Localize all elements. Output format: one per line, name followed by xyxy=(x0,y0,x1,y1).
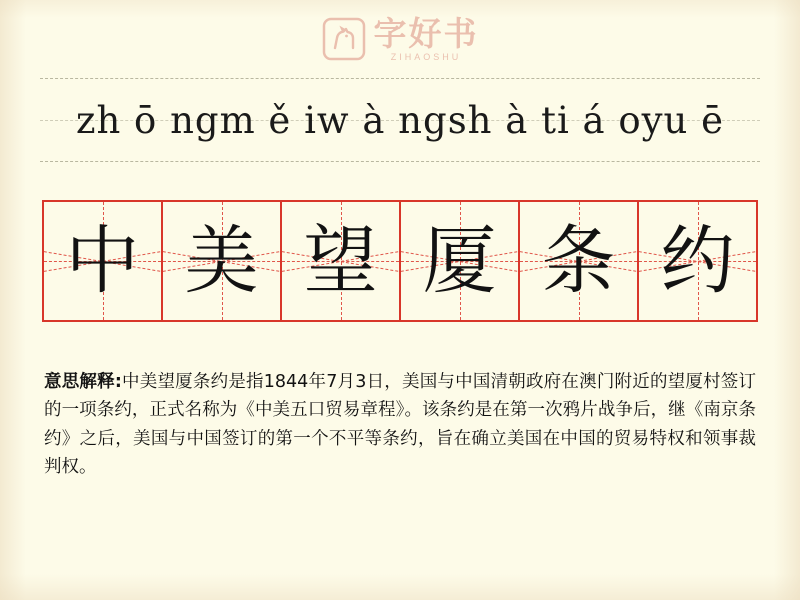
grid-cell xyxy=(282,202,401,320)
grid-cell xyxy=(401,202,520,320)
site-logo xyxy=(0,8,800,70)
explanation-body: 中美望厦条约是指1844年7月3日，美国与中国清朝政府在澳门附近的望厦村签订的一项条约，正式名称为《中美五口贸易章程》。该条约是在第一次鸦片战争后，继《南京条约》之后，美国与中国签订的第一个不平等条约，旨在确立美国在中国的贸易特权和领事裁判权。 xyxy=(44,372,756,478)
character-glyph: 厦 xyxy=(422,218,497,304)
logo-subtitle: ZIHAOSHU xyxy=(390,51,462,62)
logo-title: 字好书 xyxy=(373,13,479,53)
grid-cell xyxy=(163,202,282,320)
horse-seal-icon xyxy=(322,17,366,61)
character-glyph: 约 xyxy=(660,218,735,304)
grid-cell xyxy=(639,202,756,320)
explanation-label: 意思解释: xyxy=(44,372,122,392)
character-glyph: 中 xyxy=(65,218,140,304)
character-glyph: 条 xyxy=(541,218,616,304)
pinyin-text: zh ō ngm ě iw à ngsh à ti á oyu ē xyxy=(75,98,725,142)
character-glyph: 望 xyxy=(303,218,378,304)
explanation-block xyxy=(44,368,756,481)
character-grid xyxy=(42,200,758,322)
grid-cell xyxy=(520,202,639,320)
logo-text xyxy=(373,13,479,62)
grid-cell xyxy=(44,202,163,320)
character-glyph: 美 xyxy=(184,218,259,304)
pinyin-band xyxy=(40,78,760,162)
